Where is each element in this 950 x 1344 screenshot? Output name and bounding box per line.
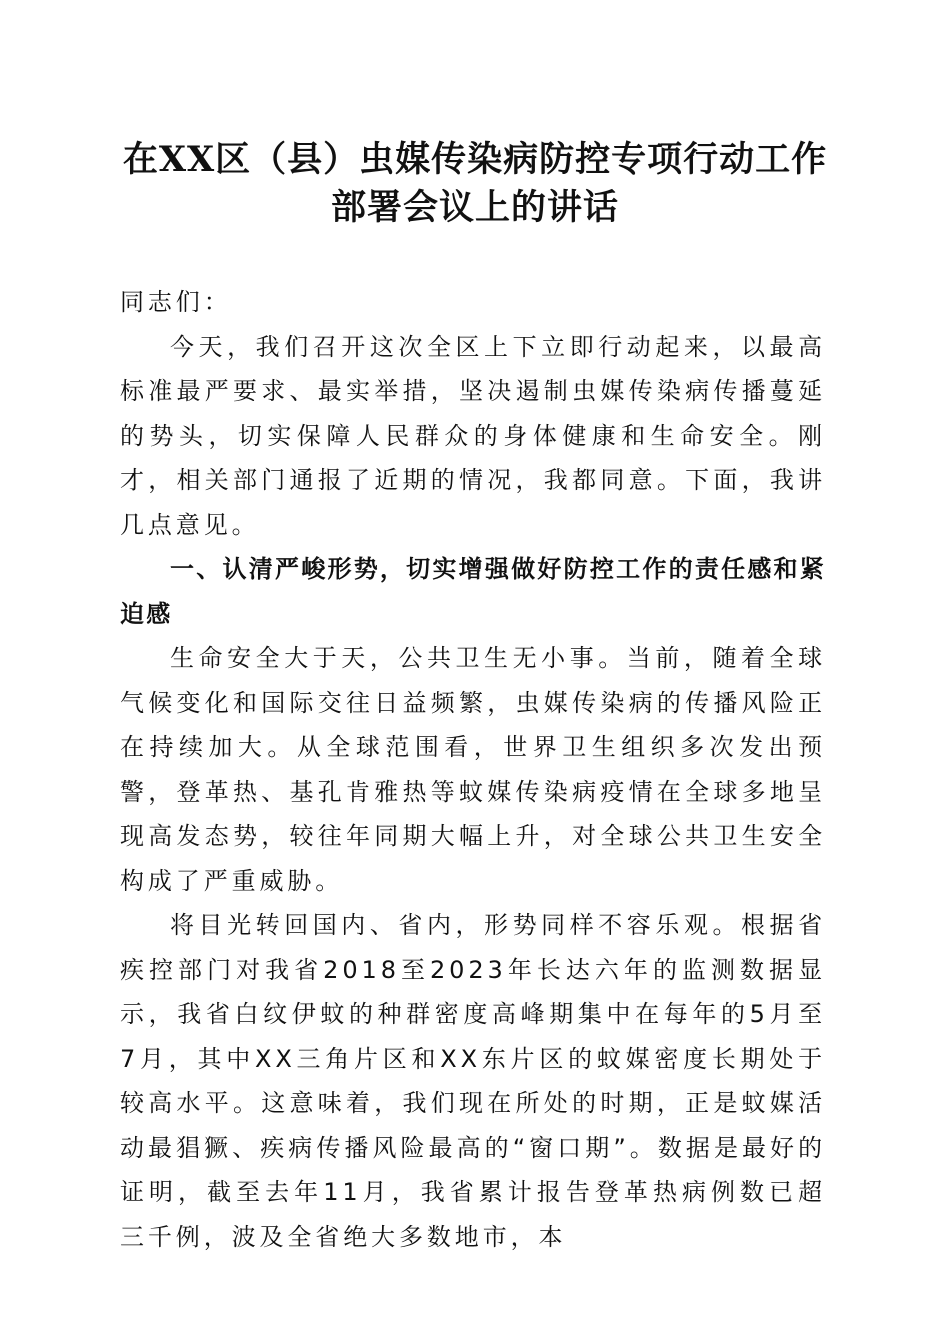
section-1-paragraph-2: 将目光转回国内、省内，形势同样不容乐观。根据省疾控部门对我省2018至2023年长达六年的监测数据显示，我省白纹伊蚊的种群密度高峰期集中在每年的5月至7月，其中XX三角片区和XX东片区的蚊媒密度长期处于较高水平。这意味着，我们现在所处的时期，正是蚊媒活动最猖獗、疾病传播风险最高的“窗口期”。数据是最好的证明，截至去年11月，我省累计报告登革热病例数已超三千例，波及全省绝大多数地市，本 <box>120 911 826 1251</box>
section-heading-1: 一、认清严峻形势，切实增强做好防控工作的责任感和紧迫感 <box>120 555 826 628</box>
opening-paragraph: 今天，我们召开这次全区上下立即行动起来，以最高标准最严要求、最实举措，坚决遏制虫媒传染病传播蔓延的势头，切实保障人民群众的身体健康和生命安全。刚才，相关部门通报了近期的情况，我都同意。下面，我讲几点意见。 <box>120 332 826 539</box>
document-title-line-1: 在XX区（县）虫媒传染病防控专项行动工作 <box>122 139 828 180</box>
document-title-line-2: 部署会议上的讲话 <box>330 187 619 228</box>
salutation: 同志们： <box>120 288 232 316</box>
section-1-paragraph-1: 生命安全大于天，公共卫生无小事。当前，随着全球气候变化和国际交往日益频繁，虫媒传染病的传播风险正在持续加大。从全球范围看，世界卫生组织多次发出预警，登革热、基孔肯雅热等蚊媒传染病疫情在全球多地呈现高发态势，较往年同期大幅上升，对全球公共卫生安全构成了严重威胁。 <box>120 644 826 895</box>
document-body <box>120 280 826 1259</box>
